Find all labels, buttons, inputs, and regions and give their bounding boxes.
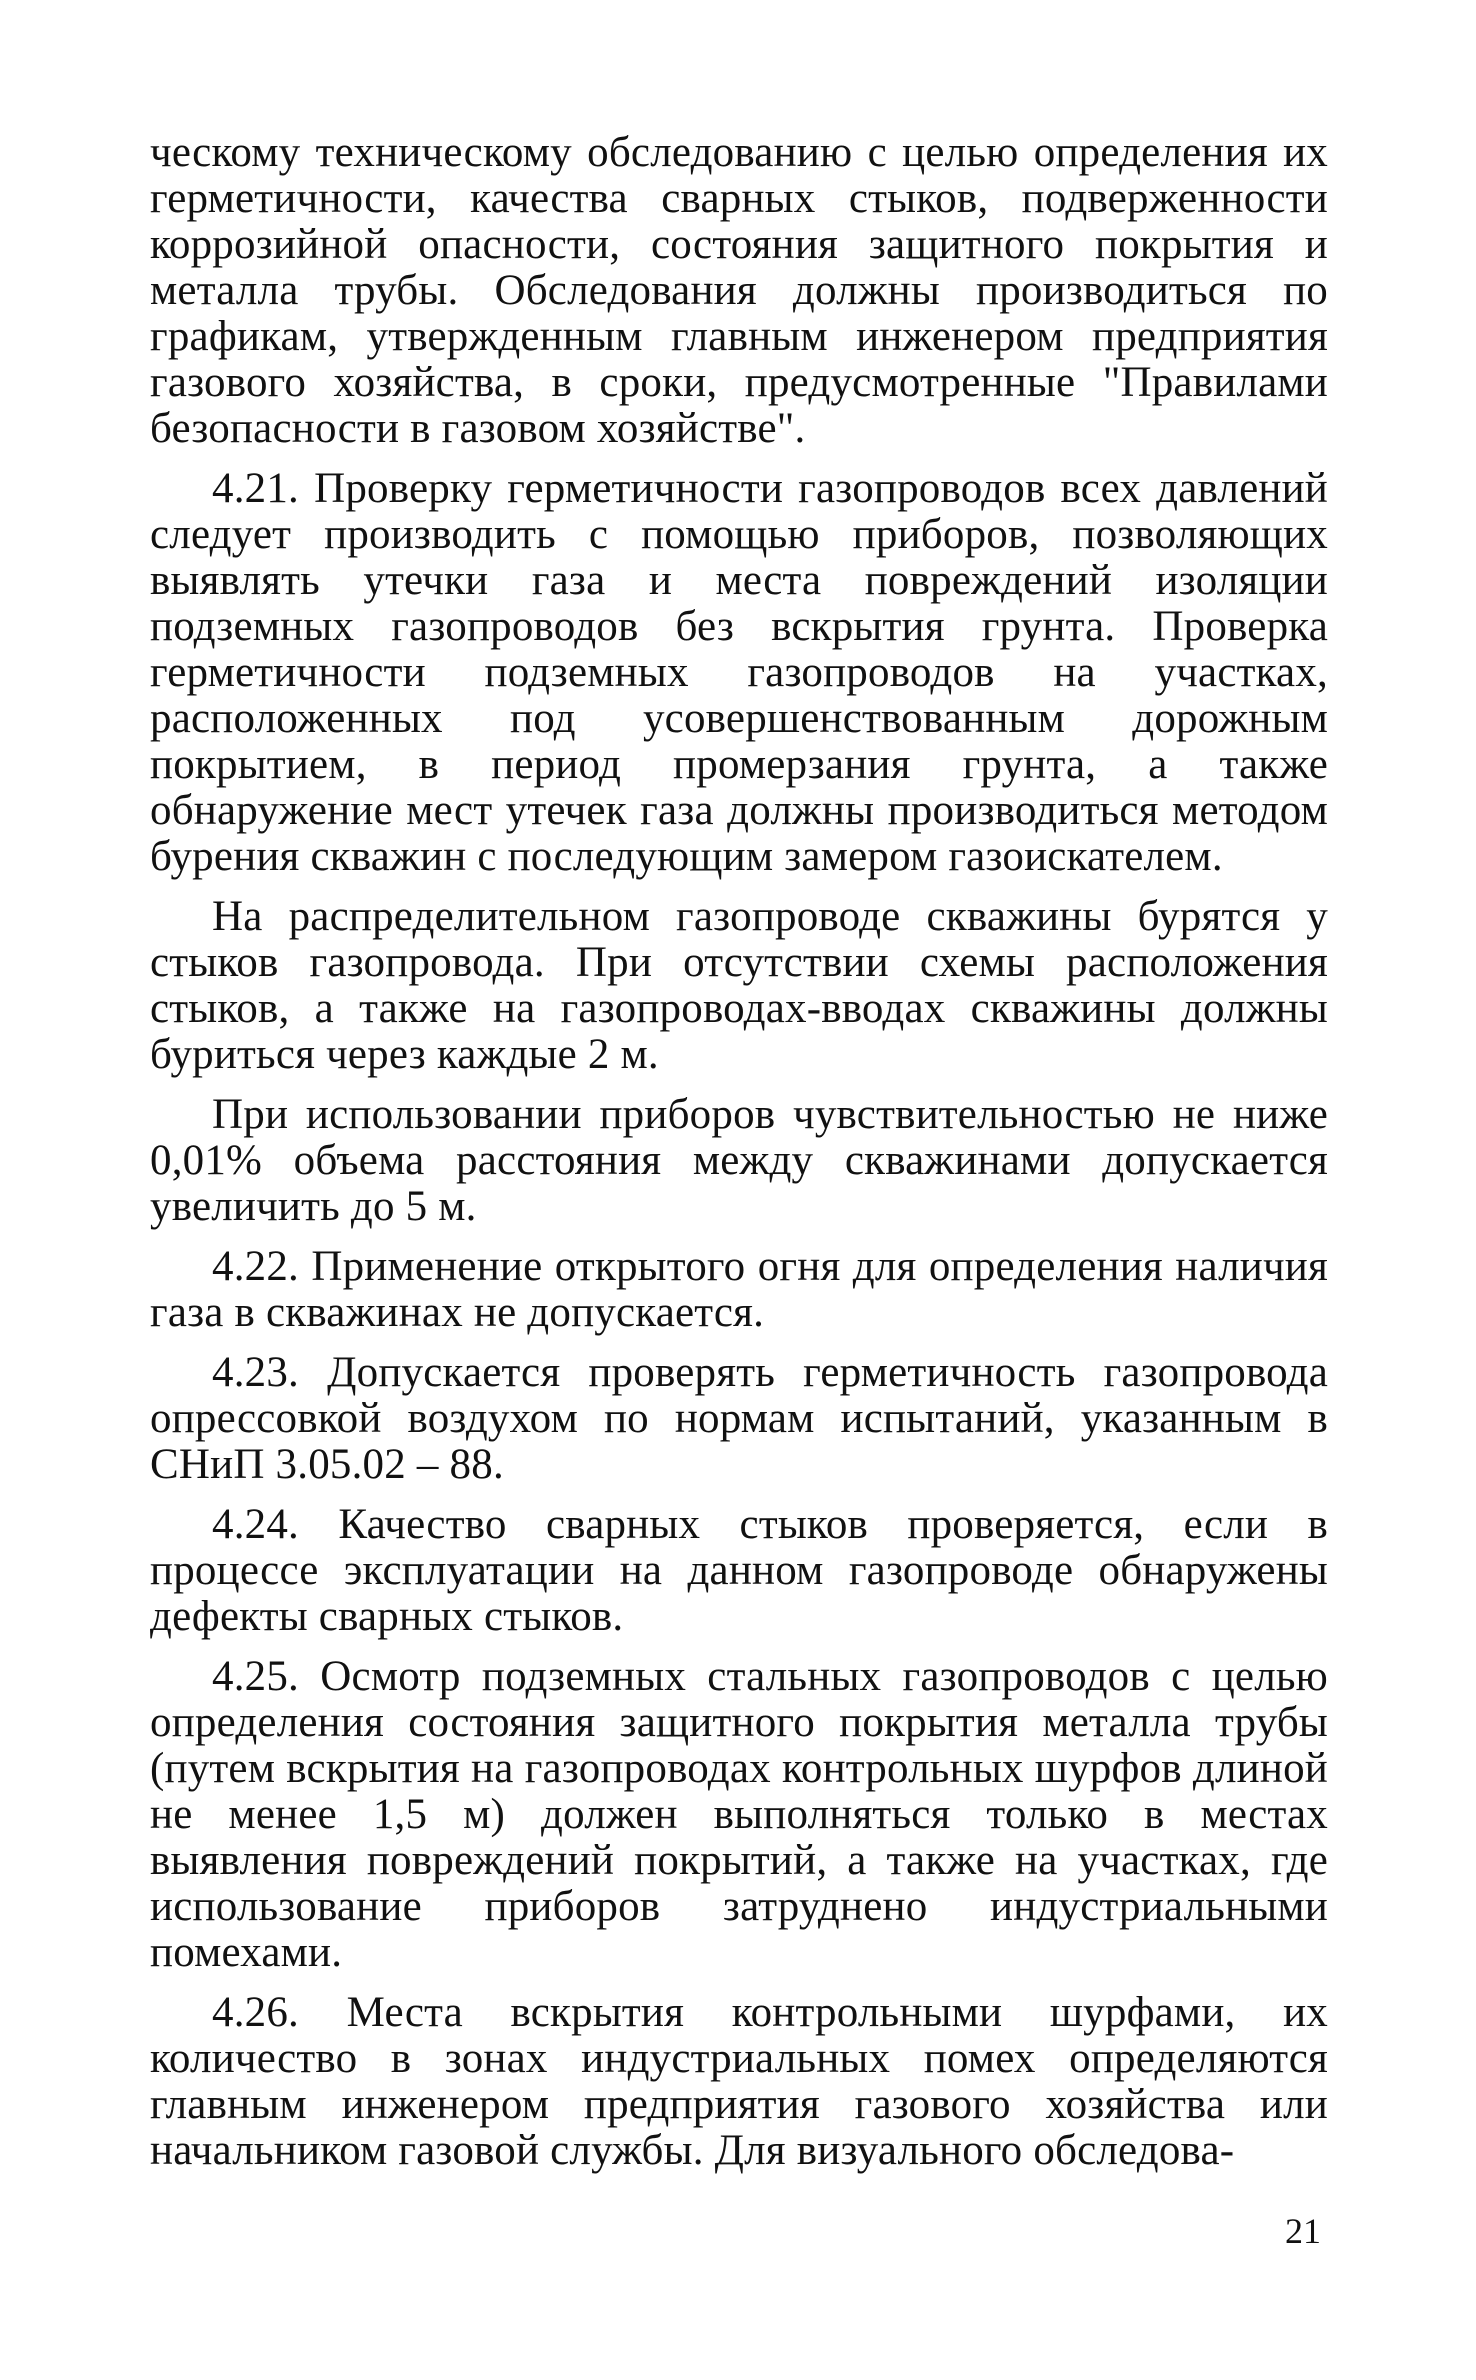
paragraph-sensitivity: При использовании приборов чувствительностью не ниже 0,01% объема расстояния между скважинами допускается увеличить до 5 м. [150,1091,1328,1230]
paragraph-4-21: 4.21. Проверку герметичности газопроводов всех давлений следует производить с помощью приборов, позволяющих выявлять утечки газа и места повреждений изоляции подземных газопроводов без вскрытия грунта. Проверка герметичности подземных газопроводов на участках, расположенных под усовершенствованным дорожным покрытием, в период промерзания грунта, а также обнаружение мест утечек газа должны производиться методом бурения скважин с последующим замером газоискателем. [150,465,1328,880]
page-number: 21 [1285,2211,1321,2251]
paragraph-4-23: 4.23. Допускается проверять герметичность газопровода опрессовкой воздухом по нормам испытаний, указанным в СНиП 3.05.02 – 88. [150,1349,1328,1488]
paragraph-4-25: 4.25. Осмотр подземных стальных газопроводов с целью определения состояния защитного покрытия металла трубы (путем вскрытия на газопроводах контрольных шурфов длиной не менее 1,5 м) должен выполняться только в местах выявления повреждений покрытий, а также на участках, где использование приборов затруднено индустриальными помехами. [150,1653,1328,1976]
paragraph-drilling-stykov: На распределительном газопроводе скважины бурятся у стыков газопровода. При отсутствии схемы расположения стыков, а также на газопроводах-вводах скважины должны буриться через каждые 2 м. [150,893,1328,1078]
paragraph-continuation: ческому техническому обследованию с целью определения их герметичности, качества сварных стыков, подверженности коррозийной опасности, состояния защитного покрытия и металла трубы. Обследования должны производиться по графикам, утвержденным главным инженером предприятия газового хозяйства, в сроки, предусмотренные "Правилами безопасности в газовом хозяйстве". [150,129,1328,452]
paragraph-4-22: 4.22. Применение открытого огня для определения наличия газа в скважинах не допускается. [150,1243,1328,1336]
paragraph-4-26: 4.26. Места вскрытия контрольными шурфами, их количество в зонах индустриальных помех определяются главным инженером предприятия газового хозяйства или начальником газовой службы. Для визуального обследова- [150,1989,1328,2174]
paragraph-4-24: 4.24. Качество сварных стыков проверяется, если в процессе эксплуатации на данном газопроводе обнаружены дефекты сварных стыков. [150,1501,1328,1640]
page-body [150,130,1328,2188]
